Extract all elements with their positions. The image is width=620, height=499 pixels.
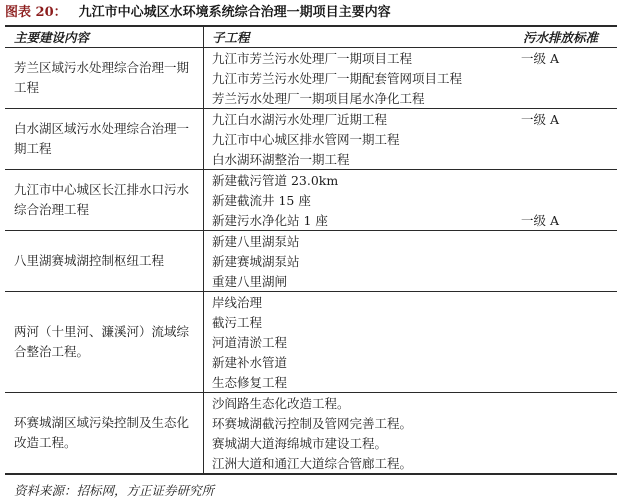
sub-project-row [204, 129, 617, 149]
main-content-cell: 两河（十里河、濂溪河）流域综合整治工程。 [14, 324, 190, 359]
sub-project-row [204, 88, 617, 108]
sub-project-name: 新建补水管道 [212, 355, 288, 370]
sub-project-name: 环赛城湖截污控制及管网完善工程。 [212, 416, 413, 431]
figure-number-label: 图表 20： [5, 5, 67, 20]
sub-project-name: 白水湖环湖整治一期工程 [212, 152, 350, 167]
sub-project-cell [203, 292, 617, 392]
sub-project-row [204, 413, 617, 433]
sub-project-name: 生态修复工程 [212, 375, 288, 390]
sub-project-row [204, 453, 617, 473]
column-header-main-content: 主要建设内容 [14, 30, 90, 45]
table-body [5, 48, 617, 473]
discharge-standard-value: 一级 A [521, 213, 560, 228]
sub-project-name: 岸线治理 [212, 295, 263, 310]
sub-project-name: 河道清淤工程 [212, 335, 288, 350]
sub-project-name: 江洲大道和通江大道综合管廊工程。 [212, 456, 413, 471]
sub-project-row [204, 251, 617, 271]
column-header-sub-project: 子工程 [203, 27, 617, 47]
table-row [5, 392, 617, 473]
sub-project-row [204, 109, 617, 129]
table-row [5, 291, 617, 392]
sub-project-row [204, 352, 617, 372]
main-content-cell: 环赛城湖区域污染控制及生态化改造工程。 [14, 415, 190, 450]
figure-title [5, 5, 617, 21]
table-row [5, 169, 617, 230]
sub-project-row [204, 68, 617, 88]
sub-project-name: 新建污水净化站 1 座 [212, 213, 328, 228]
sub-project-name: 新建八里湖泵站 [212, 234, 300, 249]
sub-project-row [204, 170, 617, 190]
sub-project-name: 九江白水湖污水处理厂近期工程 [212, 112, 388, 127]
sub-project-row [204, 271, 617, 291]
table-row [5, 230, 617, 291]
sub-project-name: 新建赛城湖泵站 [212, 254, 300, 269]
main-content-cell: 九江市中心城区长江排水口污水综合治理工程 [14, 182, 190, 217]
sub-project-name: 截污工程 [212, 315, 263, 330]
sub-project-row [204, 372, 617, 392]
sub-project-name: 沙阎路生态化改造工程。 [212, 396, 350, 411]
table-row [5, 108, 617, 169]
source-note: 资料来源：招标网，方正证券研究所 [14, 483, 215, 498]
discharge-standard-value: 一级 A [521, 112, 560, 127]
sub-project-row [204, 433, 617, 453]
sub-project-cell [203, 48, 617, 108]
sub-project-name: 赛城湖大道海绵城市建设工程。 [212, 436, 388, 451]
sub-project-name: 九江市中心城区排水管网一期工程 [212, 132, 400, 147]
sub-project-name: 芳兰污水处理厂一期项目尾水净化工程 [212, 91, 425, 106]
sub-project-name: 新建截污管道 23.0km [212, 173, 339, 188]
sub-project-row [204, 48, 617, 68]
sub-project-name: 新建截流井 15 座 [212, 193, 311, 208]
sub-project-name: 九江市芳兰污水处理厂一期项目工程 [212, 51, 413, 66]
sub-project-row [204, 332, 617, 352]
sub-project-row [204, 393, 617, 413]
discharge-standard-value: 一级 A [521, 51, 560, 66]
sub-project-row [204, 190, 617, 210]
sub-project-name: 九江市芳兰污水处理厂一期配套管网项目工程 [212, 71, 463, 86]
sub-project-row [204, 312, 617, 332]
main-content-cell: 白水湖区域污水处理综合治理一期工程 [14, 121, 190, 156]
sub-project-cell [203, 393, 617, 473]
figure-title-text: 九江市中心城区水环境系统综合治理一期项目主要内容 [78, 5, 391, 20]
main-content-cell: 八里湖赛城湖控制枢纽工程 [14, 253, 165, 268]
table-header-row [5, 27, 617, 48]
sub-project-row [204, 210, 617, 230]
sub-project-cell [203, 170, 617, 230]
sub-project-row [204, 292, 617, 312]
column-header-discharge-standard: 污水排放标准 [523, 30, 599, 45]
sub-project-name: 重建八里湖闸 [212, 274, 288, 289]
sub-project-row [204, 231, 617, 251]
table-row [5, 48, 617, 108]
sub-project-cell [203, 231, 617, 291]
main-content-cell: 芳兰区域污水处理综合治理一期工程 [14, 60, 190, 95]
project-table [5, 25, 617, 475]
sub-project-cell [203, 109, 617, 169]
sub-project-row [204, 149, 617, 169]
